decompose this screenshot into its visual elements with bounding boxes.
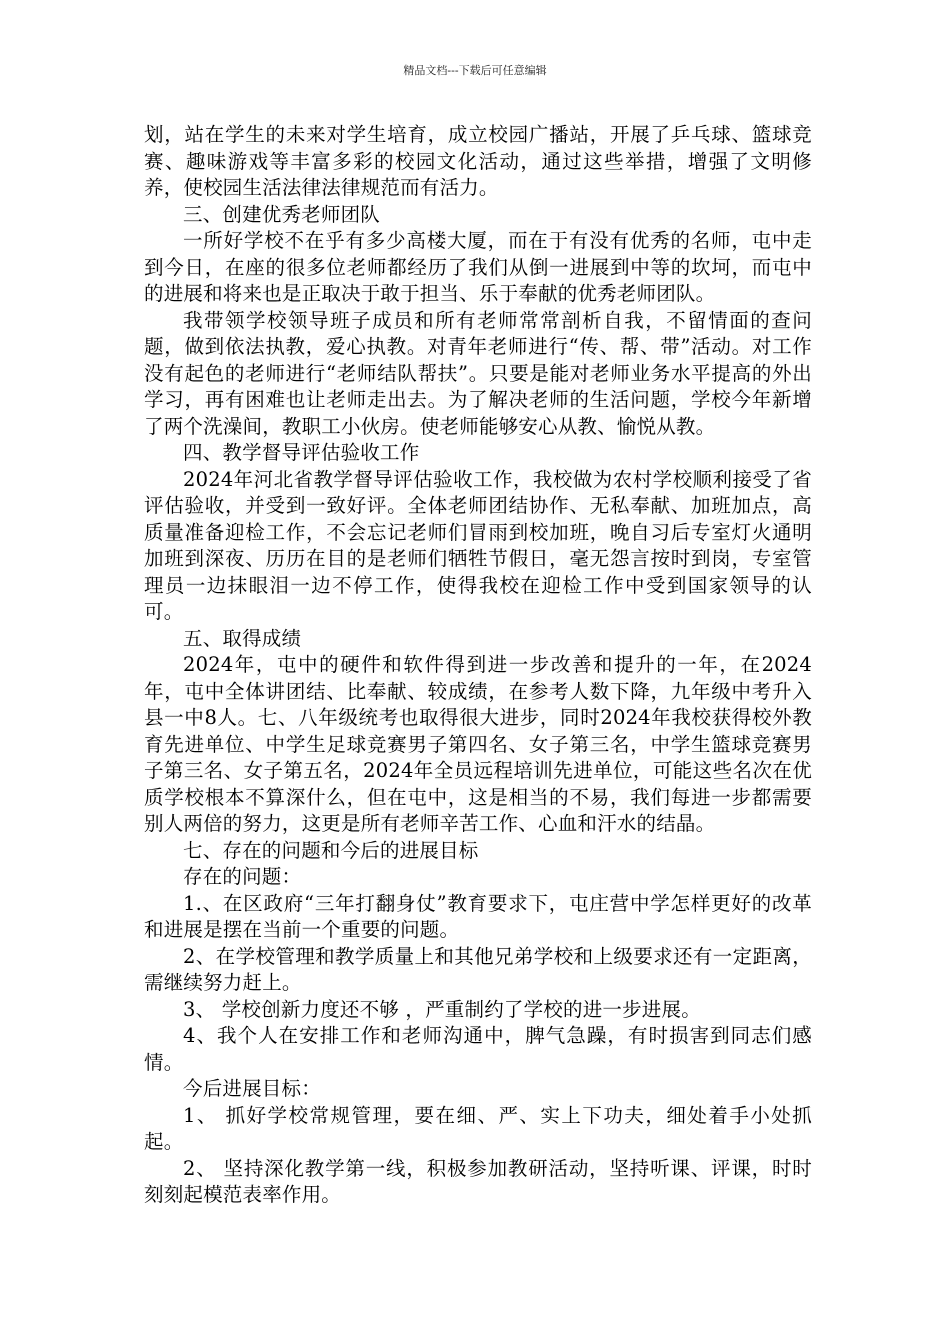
list-item-problem-1: 1.、在区政府“三年打翻身仗”教育要求下，屯庄营中学怎样更好的改革和进展是摆在当前一个重要的问题。: [144, 891, 812, 941]
paragraph: 一所好学校不在乎有多少高楼大厦，而在于有没有优秀的名师，屯中走到今日，在座的很多位老师都经历了我们从倒一进展到中等的坎坷，而屯中的进展和将来也是正取决于敢于担当、乐于奉献的优秀老师团队。: [144, 229, 812, 305]
paragraph: 我带领学校领导班子成员和所有老师常常剖析自我，不留情面的查问题，做到依法执教，爱心执教。对青年老师进行“传、帮、带”活动。对工作没有起色的老师进行“老师结队帮扶”。只要是能对老师业务水平提高的外出学习，再有困难也让老师走出去。为了解决老师的生活问题，学校今年新增了两个洗澡间，教职工小伙房。使老师能够安心从教、愉悦从教。: [144, 308, 812, 438]
paragraph-continuation: 划，站在学生的未来对学生培育，成立校园广播站，开展了乒乓球、篮球竞赛、趣味游戏等丰富多彩的校园文化活动，通过这些举措，增强了文明修养，使校园生活法律法律规范而有活力。: [144, 123, 812, 199]
subheading-goals: 今后进展目标：: [183, 1077, 321, 1100]
list-item-problem-4: 4、我个人在安排工作和老师沟通中，脾气急躁，有时损害到同志们感情。: [144, 1024, 812, 1074]
document-body: [144, 122, 812, 1209]
list-item-problem-2: 2、在学校管理和教学质量上和其他兄弟学校和上级要求还有一定距离，需继续努力赶上。: [144, 944, 812, 994]
paragraph: 2024年河北省教学督导评估验收工作，我校做为农村学校顺利接受了省评估验收，并受到一致好评。全体老师团结协作、无私奉献、加班加点，高质量准备迎检工作，不会忘记老师们冒雨到校加班，晚自习后专室灯火通明加班到深夜、历历在目的是老师们牺牲节假日，毫无怨言按时到岗，专室管理员一边抹眼泪一边不停工作，使得我校在迎检工作中受到国家领导的认可。: [144, 467, 812, 623]
subheading-problems: 存在的问题：: [183, 865, 302, 888]
list-item-goal-1: 1、 抓好学校常规管理，要在细、严、实上下功夫，细处着手小处抓起。: [144, 1103, 812, 1153]
section-heading-5: 五、取得成绩: [183, 626, 302, 650]
list-item-goal-2: 2、 坚持深化教学第一线，积极参加教研活动，坚持听课、评课，时时刻刻起模范表率作用。: [144, 1156, 812, 1206]
paragraph: 2024年，屯中的硬件和软件得到进一步改善和提升的一年，在2024年，屯中全体讲团结、比奉献、较成绩，在参考人数下降，九年级中考升入县一中8人。七、八年级统考也取得很大进步，同时2024年我校获得校外教育先进单位、中学生足球竞赛男子第四名、女子第三名，中学生篮球竞赛男子第三名、女子第五名，2024年全员远程培训先进单位，可能这些名次在优质学校根本不算深什么，但在屯中，这是相当的不易，我们每进一步都需要别人两倍的努力，这更是所有老师辛苦工作、心血和汗水的结晶。: [144, 653, 812, 835]
section-heading-7: 七、存在的问题和今后的进展目标: [183, 838, 479, 862]
section-heading-4: 四、教学督导评估验收工作: [183, 441, 420, 464]
page-header: 精品文档---下载后可任意编辑: [403, 64, 547, 77]
list-item-problem-3: 3、 学校创新力度还不够 ，严重制约了学校的进一步进展。: [183, 997, 701, 1021]
section-heading-3: 三、创建优秀老师团队: [183, 202, 381, 226]
